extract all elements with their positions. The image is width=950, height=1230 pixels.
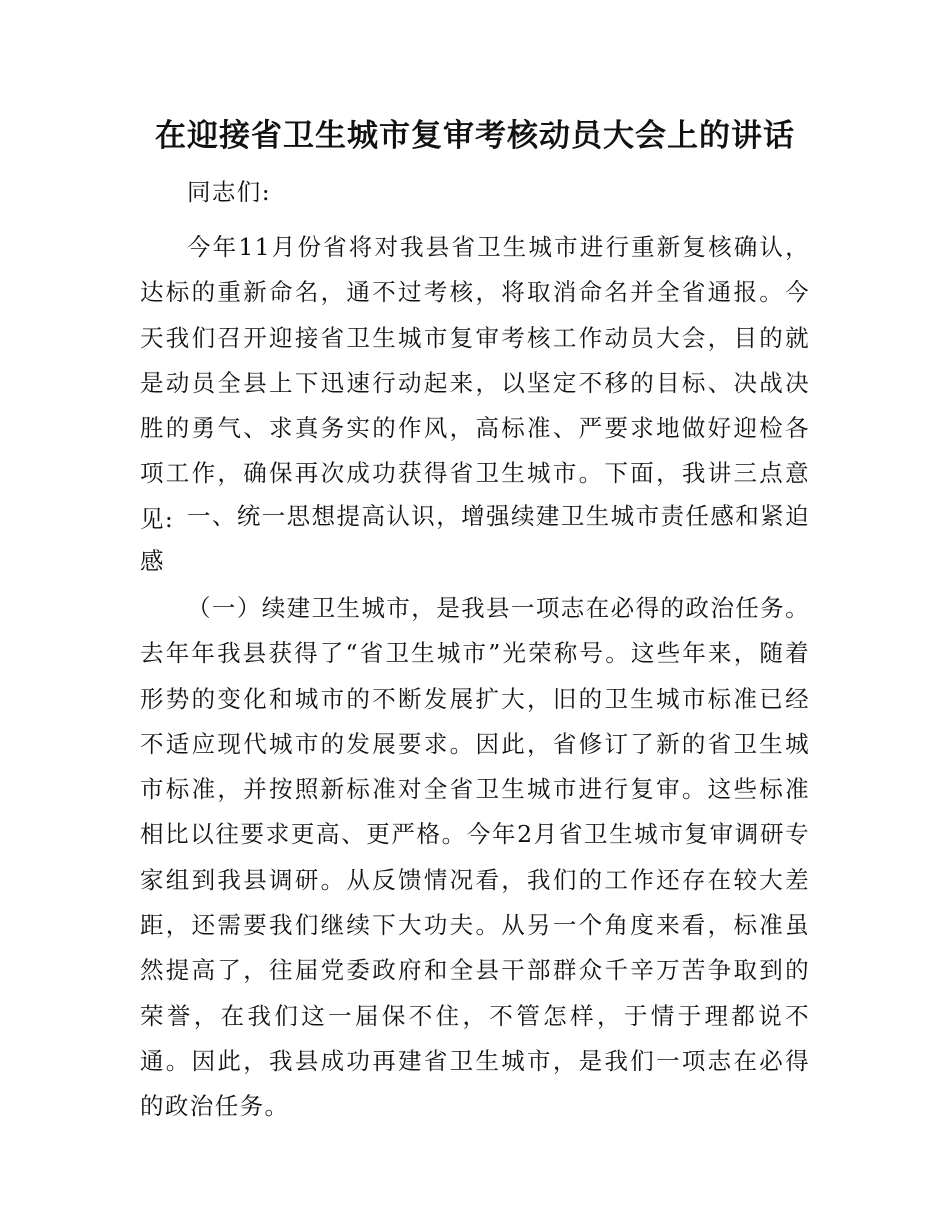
document-title: 在迎接省卫生城市复审考核动员大会上的讲话 xyxy=(155,118,795,154)
paragraph-intro: 今年11月份省将对我县省卫生城市进行重新复核确认，达标的重新命名，通不过考核，将取消命名并全省通报。今天我们召开迎接省卫生城市复审考核工作动员大会，目的就是动员全县上下迅速行动起来，以坚定不移的目标、决战决胜的勇气、求真务实的作风，高标准、严要求地做好迎检各项工作，确保再次成功获得省卫生城市。下面，我讲三点意见: xyxy=(140,233,810,533)
paragraph-subsection-1: （一）续建卫生城市，是我县一项志在必得的政治任务。去年年我县获得了“省卫生城市”光荣称号。这些年来，随着形势的变化和城市的不断发展扩大，旧的卫生城市标准已经不适应现代城市的发展要求。因此，省修订了新的省卫生城市标准，并按照新标准对全省卫生城市进行复审。这些标准相比以往要求更高、更严格。今年2月省卫生城市复审调研专家组到我县调研。从反馈情况看，我们的工作还存在较大差距，还需要我们继续下大功夫。从另一个角度来看，标准虽然提高了，往届党委政府和全县干部群众千辛万苦争取到的荣誉，在我们这一届保不住，不管怎样，于情于理都说不通。因此，我县成功再建省卫生城市，是我们一项志在必得的政治任务。 xyxy=(140,594,810,1121)
greeting: 同志们: xyxy=(187,178,272,206)
section-heading-1: 一、统一思想提高认识，增强续建卫生城市责任感和紧迫感 xyxy=(140,502,810,576)
